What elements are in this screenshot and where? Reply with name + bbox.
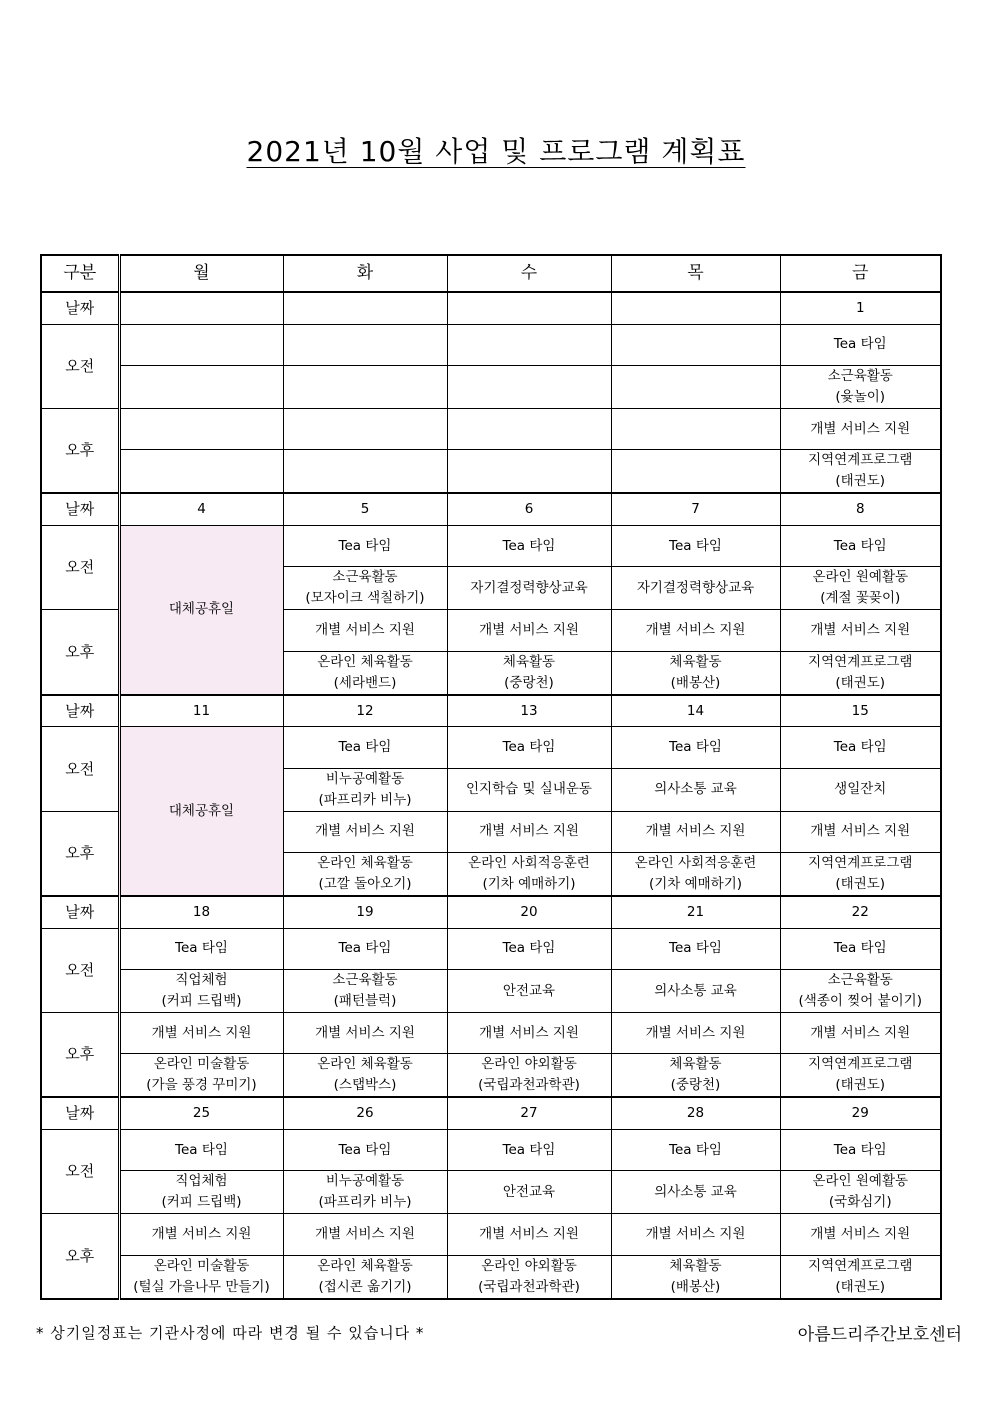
activity-cell: 온라인 원예활동 (계절 꽃꽂이) — [780, 567, 941, 610]
activity-cell: 안전교육 — [447, 1171, 611, 1214]
activity-cell — [283, 450, 447, 494]
document-title: 2021년 10월 사업 및 프로그램 계획표 — [246, 135, 746, 168]
date-tue: 26 — [283, 1097, 447, 1129]
document-title-wrap — [0, 130, 992, 170]
activity-cell: Tea 타임 — [611, 727, 780, 768]
holiday-cell: 대체공휴일 — [119, 727, 283, 896]
activity-cell — [611, 409, 780, 450]
activity-cell: Tea 타임 — [780, 1130, 941, 1171]
activity-cell — [119, 450, 283, 494]
schedule-row — [41, 409, 941, 450]
activity-cell: 개별 서비스 지원 — [283, 610, 447, 651]
activity-cell: Tea 타임 — [780, 526, 941, 567]
activity-cell: Tea 타임 — [447, 928, 611, 969]
activity-cell — [119, 409, 283, 450]
activity-cell: 자기결정력향상교육 — [447, 567, 611, 610]
activity-cell — [611, 450, 780, 494]
activity-cell: 개별 서비스 지원 — [447, 1013, 611, 1054]
header-category: 구분 — [41, 255, 119, 292]
activity-cell: Tea 타임 — [119, 1130, 283, 1171]
activity-cell — [611, 365, 780, 408]
footer-note: * 상기일정표는 기관사정에 따라 변경 될 수 있습니다 * — [36, 1324, 425, 1342]
activity-cell: 개별 서비스 지원 — [119, 1214, 283, 1255]
activity-cell: 비누공예활동 (파프리카 비누) — [283, 768, 447, 811]
header-wed: 수 — [447, 255, 611, 292]
activity-cell: 개별 서비스 지원 — [283, 1214, 447, 1255]
activity-cell: 온라인 사회적응훈련 (기차 예매하기) — [447, 852, 611, 896]
schedule-row — [41, 727, 941, 768]
date-tue: 19 — [283, 896, 447, 928]
activity-cell — [119, 365, 283, 408]
activity-cell: 지역연계프로그램 (태권도) — [780, 450, 941, 494]
date-label: 날짜 — [41, 292, 119, 324]
date-row — [41, 896, 941, 928]
activity-cell: Tea 타임 — [611, 928, 780, 969]
activity-cell: 개별 서비스 지원 — [780, 1013, 941, 1054]
date-thu: 28 — [611, 1097, 780, 1129]
activity-cell: Tea 타임 — [611, 526, 780, 567]
holiday-cell: 대체공휴일 — [119, 526, 283, 695]
activity-cell: 의사소통 교육 — [611, 1171, 780, 1214]
date-label: 날짜 — [41, 1097, 119, 1129]
date-row — [41, 493, 941, 525]
activity-cell: 개별 서비스 지원 — [611, 1214, 780, 1255]
activity-cell: 체육활동 (배봉산) — [611, 1255, 780, 1299]
activity-cell — [447, 324, 611, 365]
date-wed: 13 — [447, 695, 611, 727]
date-tue: 5 — [283, 493, 447, 525]
header-mon: 월 — [119, 255, 283, 292]
activity-cell: 개별 서비스 지원 — [283, 811, 447, 852]
activity-cell — [447, 365, 611, 408]
activity-cell: 온라인 사회적응훈련 (기차 예매하기) — [611, 852, 780, 896]
date-row — [41, 292, 941, 324]
header-tue: 화 — [283, 255, 447, 292]
morning-label: 오전 — [41, 928, 119, 1012]
activity-cell: 소근육활동 (윷놀이) — [780, 365, 941, 408]
afternoon-label: 오후 — [41, 811, 119, 896]
schedule-row — [41, 526, 941, 567]
activity-cell: Tea 타임 — [283, 727, 447, 768]
activity-cell — [447, 450, 611, 494]
schedule-body — [41, 255, 941, 1299]
date-label: 날짜 — [41, 493, 119, 525]
activity-cell: 온라인 미술활동 (털실 가을나무 만들기) — [119, 1255, 283, 1299]
activity-cell: 온라인 미술활동 (가을 풍경 꾸미기) — [119, 1054, 283, 1098]
date-label: 날짜 — [41, 695, 119, 727]
date-fri: 22 — [780, 896, 941, 928]
date-fri: 8 — [780, 493, 941, 525]
activity-cell: 의사소통 교육 — [611, 768, 780, 811]
activity-cell: 개별 서비스 지원 — [780, 610, 941, 651]
activity-cell: 온라인 체육활동 (세라밴드) — [283, 651, 447, 695]
date-tue: 12 — [283, 695, 447, 727]
schedule-row — [41, 1054, 941, 1098]
morning-label: 오전 — [41, 1130, 119, 1214]
activity-cell: 개별 서비스 지원 — [447, 811, 611, 852]
activity-cell: 인지학습 및 실내운동 — [447, 768, 611, 811]
activity-cell: 개별 서비스 지원 — [611, 811, 780, 852]
activity-cell: 의사소통 교육 — [611, 969, 780, 1012]
date-wed: 20 — [447, 896, 611, 928]
date-fri: 1 — [780, 292, 941, 324]
activity-cell: 생일잔치 — [780, 768, 941, 811]
date-wed: 27 — [447, 1097, 611, 1129]
schedule-row — [41, 1171, 941, 1214]
header-row — [41, 255, 941, 292]
activity-cell: 개별 서비스 지원 — [447, 610, 611, 651]
date-tue — [283, 292, 447, 324]
center-name: 아름드리주간보호센터 — [797, 1325, 962, 1345]
activity-cell: 온라인 체육활동 (고깔 돌아오기) — [283, 852, 447, 896]
afternoon-label: 오후 — [41, 1013, 119, 1098]
activity-cell: 개별 서비스 지원 — [119, 1013, 283, 1054]
schedule-row — [41, 1255, 941, 1299]
schedule-row — [41, 969, 941, 1012]
date-label: 날짜 — [41, 896, 119, 928]
schedule-row — [41, 450, 941, 494]
activity-cell — [447, 409, 611, 450]
activity-cell: 개별 서비스 지원 — [780, 409, 941, 450]
program-schedule-table — [40, 254, 942, 1300]
activity-cell: 체육활동 (중랑천) — [611, 1054, 780, 1098]
schedule-row — [41, 1214, 941, 1255]
date-mon — [119, 292, 283, 324]
schedule-row — [41, 928, 941, 969]
activity-cell: 온라인 야외활동 (국립과천과학관) — [447, 1255, 611, 1299]
activity-cell: 온라인 원예활동 (국화심기) — [780, 1171, 941, 1214]
activity-cell: 자기결정력향상교육 — [611, 567, 780, 610]
activity-cell: Tea 타임 — [447, 526, 611, 567]
afternoon-label: 오후 — [41, 610, 119, 695]
activity-cell: 소근육활동 (모자이크 색칠하기) — [283, 567, 447, 610]
activity-cell: Tea 타임 — [611, 1130, 780, 1171]
date-thu: 14 — [611, 695, 780, 727]
activity-cell: 소근육활동 (패턴블럭) — [283, 969, 447, 1012]
activity-cell: 지역연계프로그램 (태권도) — [780, 1255, 941, 1299]
activity-cell: 개별 서비스 지원 — [611, 1013, 780, 1054]
morning-label: 오전 — [41, 324, 119, 408]
activity-cell: Tea 타임 — [283, 1130, 447, 1171]
activity-cell: 직업체험 (커피 드립백) — [119, 1171, 283, 1214]
date-row — [41, 695, 941, 727]
date-thu: 7 — [611, 493, 780, 525]
activity-cell: 온라인 체육활동 (접시콘 옮기기) — [283, 1255, 447, 1299]
activity-cell: 온라인 체육활동 (스탭박스) — [283, 1054, 447, 1098]
activity-cell: 체육활동 (중랑천) — [447, 651, 611, 695]
activity-cell: 비누공예활동 (파프리카 비누) — [283, 1171, 447, 1214]
activity-cell: Tea 타임 — [780, 727, 941, 768]
activity-cell: 소근육활동 (색종이 찢어 붙이기) — [780, 969, 941, 1012]
date-wed: 6 — [447, 493, 611, 525]
date-fri: 15 — [780, 695, 941, 727]
activity-cell — [611, 324, 780, 365]
activity-cell: 개별 서비스 지원 — [611, 610, 780, 651]
date-row — [41, 1097, 941, 1129]
afternoon-label: 오후 — [41, 409, 119, 494]
header-fri: 금 — [780, 255, 941, 292]
activity-cell: 개별 서비스 지원 — [780, 811, 941, 852]
activity-cell: 지역연계프로그램 (태권도) — [780, 651, 941, 695]
date-thu — [611, 292, 780, 324]
activity-cell: Tea 타임 — [447, 727, 611, 768]
schedule-row — [41, 324, 941, 365]
schedule-row — [41, 1013, 941, 1054]
activity-cell: Tea 타임 — [780, 928, 941, 969]
date-mon: 11 — [119, 695, 283, 727]
schedule-row — [41, 1130, 941, 1171]
header-thu: 목 — [611, 255, 780, 292]
morning-label: 오전 — [41, 526, 119, 610]
activity-cell: 지역연계프로그램 (태권도) — [780, 1054, 941, 1098]
activity-cell: 개별 서비스 지원 — [780, 1214, 941, 1255]
activity-cell: Tea 타임 — [283, 526, 447, 567]
schedule-row — [41, 365, 941, 408]
activity-cell: 직업체험 (커피 드립백) — [119, 969, 283, 1012]
activity-cell: 개별 서비스 지원 — [447, 1214, 611, 1255]
activity-cell — [119, 324, 283, 365]
afternoon-label: 오후 — [41, 1214, 119, 1299]
date-fri: 29 — [780, 1097, 941, 1129]
activity-cell: Tea 타임 — [447, 1130, 611, 1171]
activity-cell: Tea 타임 — [283, 928, 447, 969]
date-mon: 18 — [119, 896, 283, 928]
date-mon: 25 — [119, 1097, 283, 1129]
activity-cell: 온라인 야외활동 (국립과천과학관) — [447, 1054, 611, 1098]
date-wed — [447, 292, 611, 324]
activity-cell — [283, 365, 447, 408]
activity-cell: 개별 서비스 지원 — [283, 1013, 447, 1054]
activity-cell — [283, 324, 447, 365]
activity-cell: 지역연계프로그램 (태권도) — [780, 852, 941, 896]
date-mon: 4 — [119, 493, 283, 525]
activity-cell: Tea 타임 — [780, 324, 941, 365]
activity-cell — [283, 409, 447, 450]
morning-label: 오전 — [41, 727, 119, 811]
date-thu: 21 — [611, 896, 780, 928]
activity-cell: 안전교육 — [447, 969, 611, 1012]
activity-cell: 체육활동 (배봉산) — [611, 651, 780, 695]
activity-cell: Tea 타임 — [119, 928, 283, 969]
